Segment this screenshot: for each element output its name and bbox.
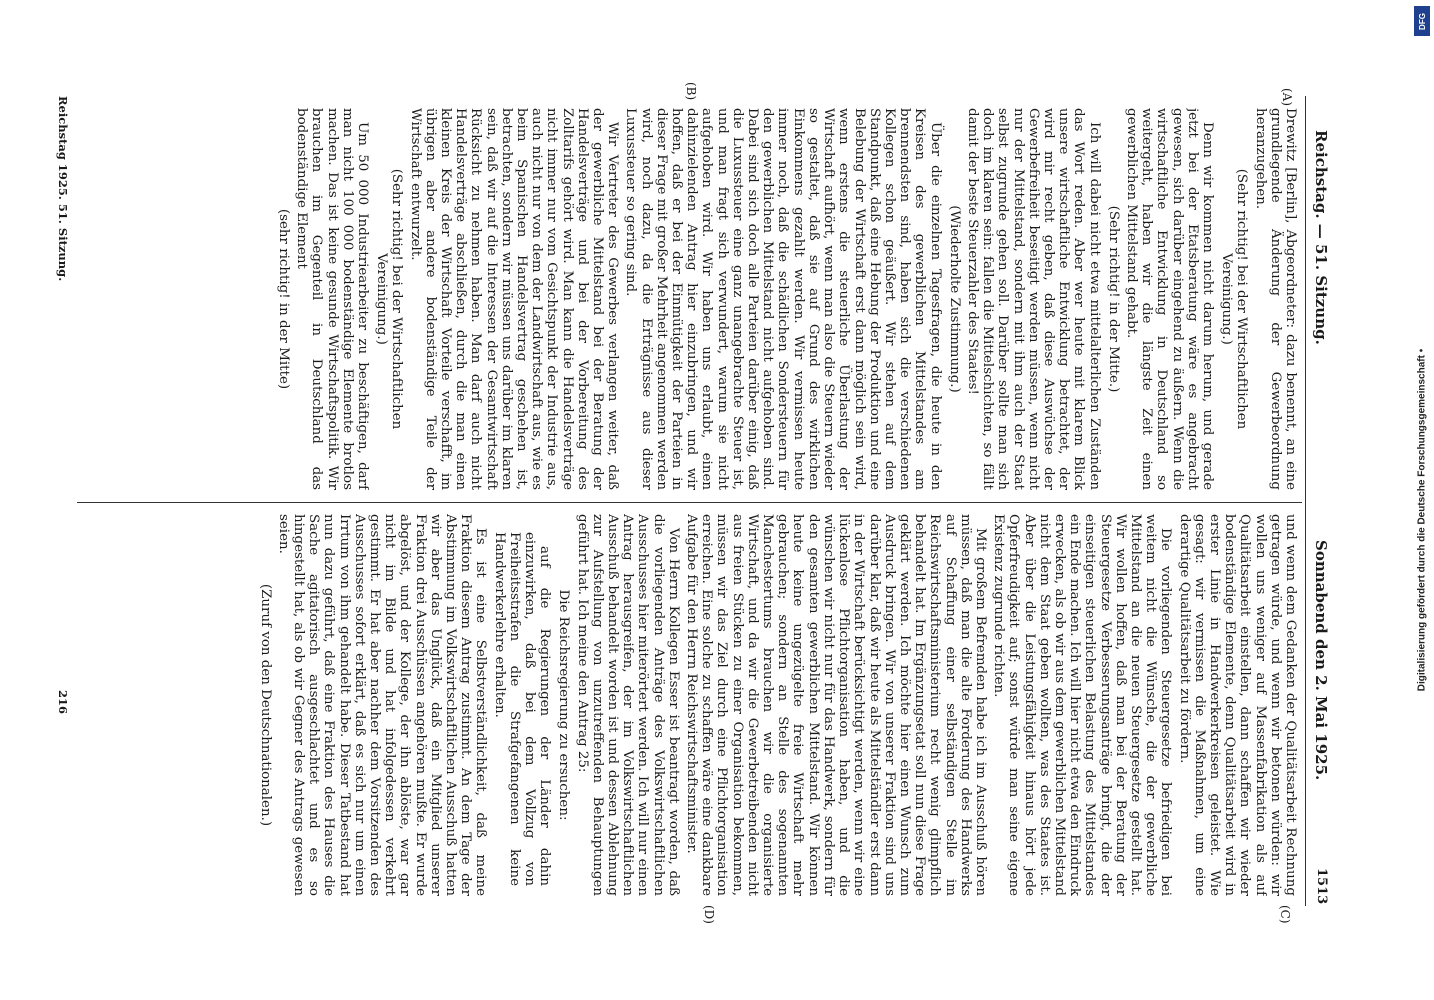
- right-running-head: Sonnabend den 2. Mai 1925.: [1312, 540, 1330, 781]
- margin-mark-c: (C): [1278, 905, 1292, 924]
- interjection: (Sehr richtig! bei der Wirtschaftlichen Vereinigung.): [374, 168, 405, 430]
- paragraph: Über die einzelnen Tagesfragen, die heute in den Kreisen des gewerblichen Mittelstandes am brennendsten sind, haben sich die verschiedenen Kollegen schon geäußert. Wir stehen auf dem Standpunkt, daß eine Hebung der Produktion und eine Belebung der Wirtschaft erst dann möglich sein wird, wenn erstens die steuerliche Überlastung der Wirtschaft aufhört, wenn man also die Steuern wieder so gestaltet, daß sie auf Grund des wirklichen Einkommens gezahlt werden. Wir vermissen heute immer noch, daß die schädlichen Sondersteuern für den gewerblichen Mittelstand nicht aufgehoben sind. Dabei sind sich doch alle Parteien darüber einig, daß die Luxussteuer eine ganz unangebrachte Steuer ist, und man fragt sich verwundert, warum sie nicht aufgehoben wird. Wir haben uns erlaubt, einen dahinzielenden Antrag hier einzubringen, und wir hoffen, daß er bei der Einmütigkeit der Parteien in dieser Frage mit großer Mehrheit angenommen werden wird, noch dazu, da die Erträgnisse aus dieser Luxussteuer so gering sind.: [623, 108, 943, 490]
- paragraph: Es ist eine Selbstverständlichkeit, daß meine Fraktion diesem Antrag zustimmt. An dem Tage der Abstimmung im Volkswirtschaftlichen Ausschuß hatten wir aber das Unglück, daß ein Mitglied unserer Fraktion drei Ausschüssen angehören mußte. Er wurde abgelöst, und der Kollege, der ihn ablöste, war gar nicht im Bilde und hat infolgedessen verkehrt gestimmt. Er hat aber nachher dem Vorsitzenden des Ausschusses sofort erklärt, daß es sich nur um einen Irrtum von ihm gehandelt habe. Dieser Tatbestand hat nun dazu geführt, daß eine Fraktion des Hauses die Sache agitatorisch ausgeschlachtet und es so hingestellt hat, als ob wir Gegner des Antrags gewesen seien.: [275, 514, 489, 896]
- paragraph: Von Herrn Kollegen Esser ist beantragt worden, daß die vorliegenden Anträge des Volkswirtschaftlichen Ausschusses hier miterörtert werden. Ich will nur einen Antrag herausgreifen, der im Volkswirtschaftlichen Ausschuß behandelt worden ist und dessen Ablehnung zur Aufstellung von unzutreffenden Behauptungen geführt hat. Ich meine den Antrag 25:: [574, 514, 681, 896]
- header-rule: [1305, 96, 1306, 906]
- paragraph: Denn wir kommen nicht darum herum, und gerade jetzt bei der Etatsberatung wäre es angebracht gewesen, sich darüber eingehend zu äußern. Wenn die wirtschaftliche Entwicklung in Deutschland so weitergeht, haben wir die längste Zeit einen gewerblichen Mittelstand gehabt.: [1123, 108, 1215, 490]
- credit-text: Digitalisierung gefördert durch die Deutsche Forschungsgemeinschaft •: [1416, 348, 1428, 692]
- digitization-credit: [1410, 0, 1434, 1000]
- margin-mark-d: (D): [702, 905, 716, 924]
- paragraph: Ich will dabei nicht etwa mittelalterlichen Zuständen das Wort reden. Aber wer heute mit klarem Blick unsere wirtschaftliche Entwicklung betrachtet, der wird mir recht geben, daß diese Auswüchse der Gewerbefreiheit beseitigt werden müssen, wenn nicht nur der Mittelstand, sondern mit ihm auch der Staat selbst zugrunde gehen soll. Darüber sollte man sich doch im klaren sein: fallen die Mittelschichten, so fällt damit der beste Steuerzahler des Staates!: [964, 108, 1102, 490]
- page-number: 1513: [1314, 868, 1329, 905]
- interjection: (Zuruf von den Deutschnationalen.): [257, 583, 273, 827]
- right-footer: 216: [56, 690, 70, 715]
- paragraph: Mit großem Befremden habe ich im Ausschuß hören müssen, daß man die alte Forderung des Handwerks auf Schaffung einer selbständigen Stelle im Reichswirtschaftsministerium recht wenig glimpflich behandelt hat. Im Ergänzungsetat soll nun diese Frage geklärt werden. Ich möchte hier einen Wunsch zum Ausdruck bringen. Wir von unserer Fraktion sind uns darüber klar, daß wir heute als Mittelständler erst dann in der Wirtschaft berücksichtigt werden, wenn wir eine lückenlose Pflichtorganisation haben, und die wünschen wir nicht nur für das Handwerk, sondern für den gesamten gewerblichen Mittelstand. Wir können heute keine ungezügelte freie Wirtschaft mehr gebrauchen; sondern an Stelle des sogenannten Manchestertums brauchen wir die organisierte Wirtschaft, und da wir die Gewerbetreibenden nicht aus freien Stücken zu einer Organisation bekommen, müssen wir das Ziel durch eine Pflichtorganisation erreichen. Eine solche zu schaffen wäre eine dankbare Aufgabe für den Herrn Reichswirtschaftsminister.: [684, 514, 988, 896]
- paragraph: Um 50 000 Industriearbeiter zu beschäftigen, darf man nicht 100 000 bodenständige Elemente brotlos machen. Das ist keine gesunde Wirtschaftspolitik. Wir brauchen im Gegenteil in Deutschland das bodenständige Element: [294, 108, 371, 490]
- paragraph: und wenn dem Gedanken der Qualitätsarbeit Rechnung getragen würde, und wenn wir betonen würden: wir wollen uns weniger auf Massenfabrikation als auf Qualitätsarbeit einstellen, dann schaffen wir wieder bodenständige Elemente, denn Qualitätsarbeit wird in erster Linie in Handwerkerkreisen geleistet. Wie gesagt: wir vermissen die Maßnahmen, um eine derartige Qualitätsarbeit zu fördern.: [1176, 514, 1298, 896]
- paragraph: Drewitz [Berlin], Abgeordneter: dazu benennt, an eine grundlegende Änderung der Gewerbeordnung heranzugehen.: [1252, 108, 1298, 490]
- column-rule: [77, 502, 1302, 503]
- interjection: (sehr richtig! in der Mitte): [276, 208, 291, 390]
- left-column: [83, 108, 1298, 490]
- left-footer: Reichstag 1925. 51. Sitzung.: [56, 96, 70, 282]
- motion-heading: Die Reichsregierung zu ersuchen:: [556, 589, 572, 821]
- interjection: (Wiederholte Zustimmung.): [946, 205, 962, 393]
- interjection: (Sehr richtig! in der Mitte.): [1105, 205, 1121, 393]
- motion-text: auf die Regierungen der Länder dahin einzuwirken, daß bei dem Vollzug von Freiheitsstrafen die Strafgefangenen keine Handwerkerlehre erhalten.: [491, 532, 553, 886]
- dfg-logo: DFG: [1414, 6, 1430, 36]
- right-column: [83, 514, 1298, 896]
- left-running-head: Reichstag. — 51. Sitzung.: [1312, 130, 1330, 345]
- paragraph: Wir Vertreter des Gewerbes verlangen weiter, daß der gewerbliche Mittelstand bei der Beratung der Handelsverträge und bei der Vorbereitung des Zolltarifs gehört wird. Man kann die Handelsverträge nicht immer nur vom Gesichtspunkt der Industrie aus, auch nicht nur von dem der Landwirtschaft aus, wie es beim Spanischen Handelsvertrag geschehen ist, betrachten, sondern wir müssen uns darüber im klaren sein, daß wir auf die Interessen der Gesamtwirtschaft Rücksicht zu nehmen haben. Man darf auch nicht Handelsverträge abschließen, durch die man einen kleinen Kreis der Wirtschaft Vorteile verschafft, im übrigen aber andere bodenständige Teile der Wirtschaft entwurzelt.: [407, 108, 621, 490]
- interjection: (Sehr richtig! bei der Wirtschaftlichen Vereinigung.): [1219, 168, 1250, 430]
- margin-mark-b: (B): [684, 82, 698, 101]
- margin-mark-a: (A): [1280, 88, 1294, 107]
- paragraph: Die vorliegenden Steuergesetze befriedigen bei weitem nicht die Wünsche, die der gewerbliche Mittelstand an die neuen Steuergesetze gestellt hat. Wir wollen hoffen, daß man bei der Beratung der Steuergesetze Verbesserungsanträge bringt, die der einseitigen steuerlichen Belastung des Mittelstandes ein Ende machen. Ich will hier nicht etwa den Eindruck erwecken, als ob wir aus dem gewerblichen Mittelstand nicht dem Staat geben wollten, was des Staates ist. Aber über die Leistungsfähigkeit hinaus hört jede Opferfreudigkeit auf; sonst würde man seine eigene Existenz zugrunde richten.: [991, 514, 1174, 896]
